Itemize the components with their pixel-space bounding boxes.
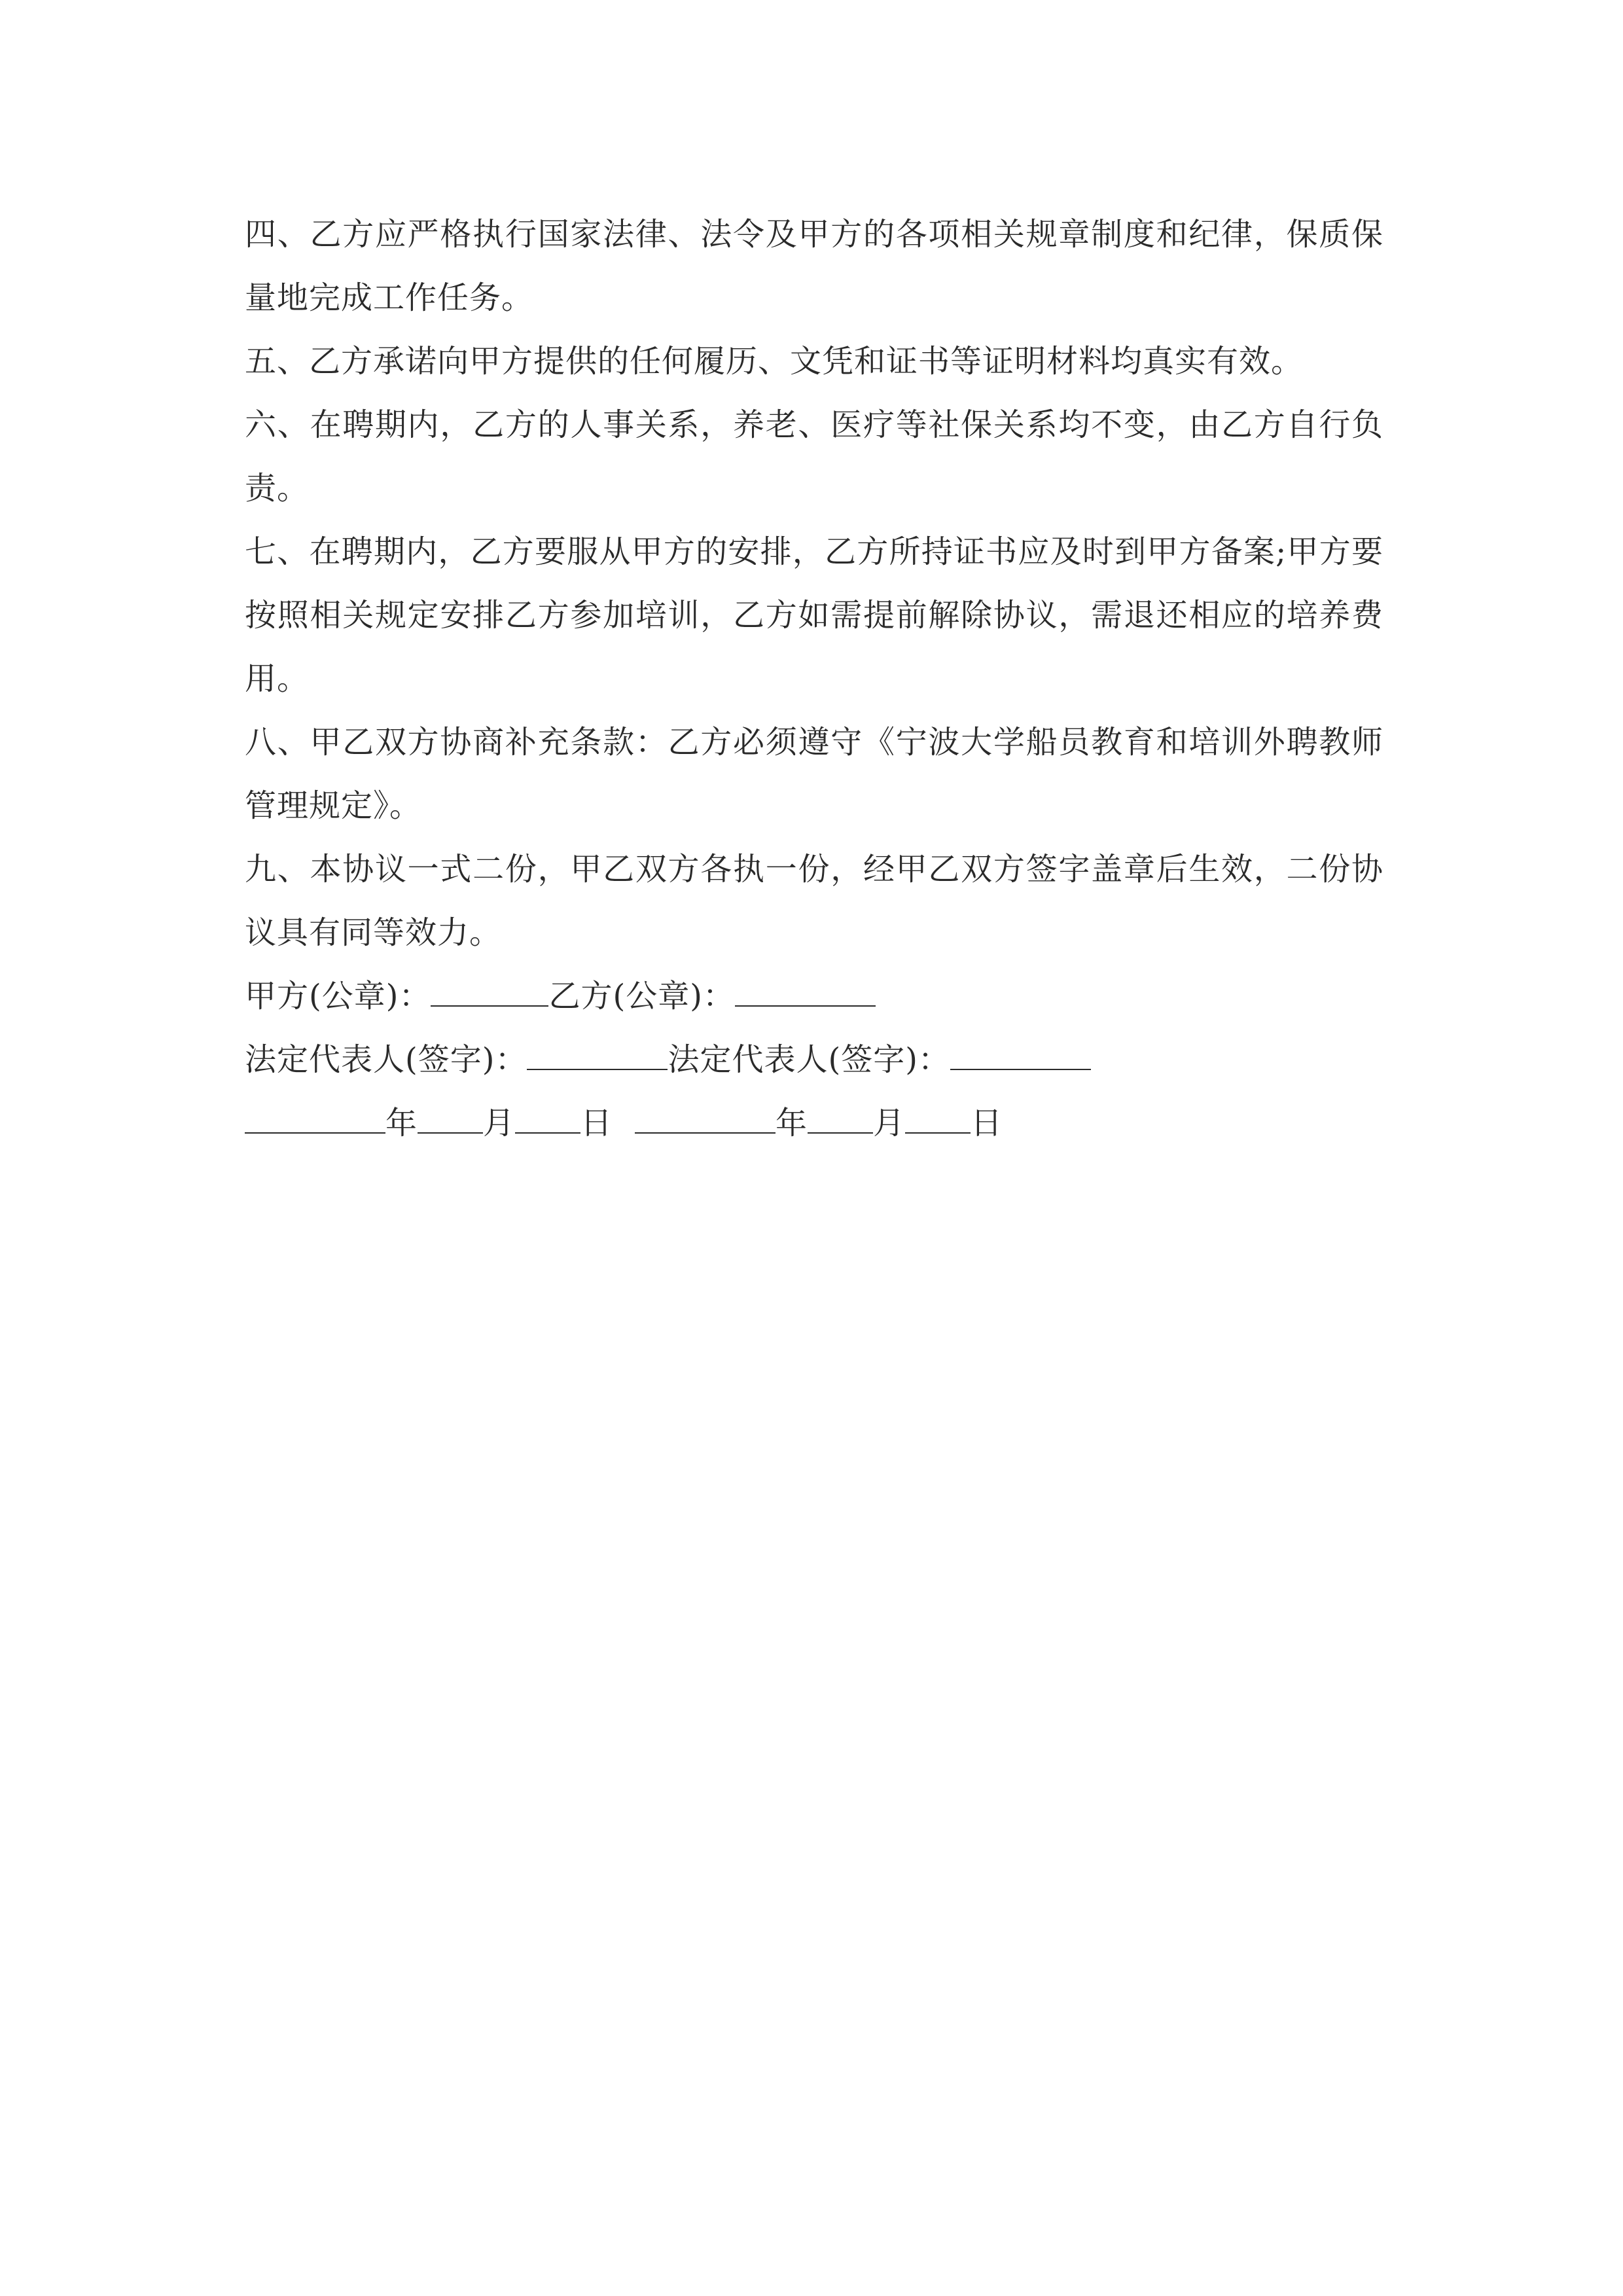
- party-b-day-label: 日: [971, 1105, 1003, 1141]
- clause-5: 五、乙方承诺向甲方提供的任何履历、文凭和证书等证明材料均真实有效。: [245, 343, 1304, 380]
- party-b-rep-label: 法定代表人(签字)：: [668, 1041, 950, 1078]
- party-b-year-blank[interactable]: [635, 1106, 776, 1134]
- party-a-year-blank[interactable]: [245, 1106, 385, 1134]
- clause-9: 九、本协议一式二份，甲乙双方各执一份，经甲乙双方签字盖章后生效，二份协议具有同等效力。: [245, 851, 1383, 951]
- party-b-seal-blank[interactable]: [735, 979, 876, 1007]
- party-a-rep-label: 法定代表人(签字)：: [245, 1041, 527, 1078]
- clause-7: 七、在聘期内，乙方要服从甲方的安排，乙方所持证书应及时到甲方备案;甲方要按照相关规定安排乙方参加培训，乙方如需提前解除协议，需退还相应的培养费用。: [245, 533, 1383, 697]
- party-a-day-blank[interactable]: [515, 1106, 580, 1134]
- seal-line: [245, 965, 1383, 1028]
- party-a-rep-blank[interactable]: [527, 1043, 668, 1070]
- clause-6: 六、在聘期内，乙方的人事关系，养老、医疗等社保关系均不变，由乙方自行负责。: [245, 406, 1383, 507]
- party-a-month-blank[interactable]: [418, 1106, 483, 1134]
- party-b-year-label: 年: [776, 1105, 808, 1141]
- party-b-seal-label: 乙方(公章)：: [548, 978, 735, 1014]
- party-a-seal-label: 甲方(公章)：: [245, 978, 431, 1014]
- party-a-seal-blank[interactable]: [431, 979, 548, 1007]
- clause-8: 八、甲乙双方协商补充条款：乙方必须遵守《宁波大学船员教育和培训外聘教师管理规定》。: [245, 724, 1383, 824]
- clause-4: 四、乙方应严格执行国家法律、法令及甲方的各项相关规章制度和纪律，保质保量地完成工作任务。: [245, 216, 1383, 316]
- party-a-year-label: 年: [385, 1105, 418, 1141]
- date-line: [245, 1092, 1383, 1155]
- party-b-month-label: 月: [873, 1105, 906, 1141]
- party-b-rep-blank[interactable]: [950, 1043, 1091, 1070]
- party-a-day-label: 日: [580, 1105, 613, 1141]
- representative-line: [245, 1028, 1383, 1092]
- agreement-body: [245, 203, 1383, 1155]
- party-b-month-blank[interactable]: [808, 1106, 873, 1134]
- party-b-day-blank[interactable]: [905, 1106, 971, 1134]
- party-a-month-label: 月: [483, 1105, 516, 1141]
